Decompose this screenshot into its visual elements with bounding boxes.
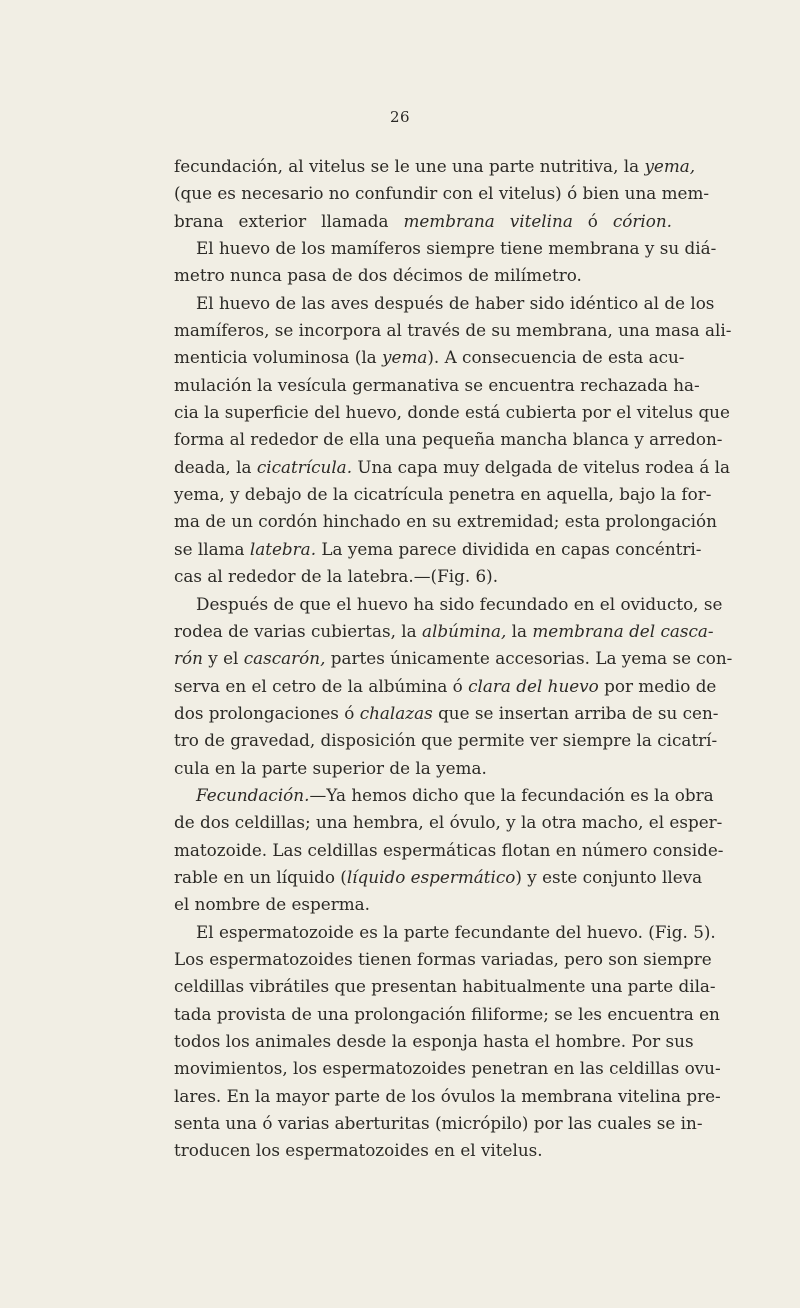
text-run: lares. En la mayor parte de los óvulos la membrana vitelina pre- bbox=[174, 1085, 721, 1106]
italic-term: membrana del casca- bbox=[532, 620, 714, 641]
text-line bbox=[174, 864, 703, 891]
text-run: celdillas vibrátiles que presentan habitualmente una parte dila- bbox=[174, 976, 716, 997]
text-line bbox=[174, 755, 672, 782]
text-line bbox=[174, 645, 733, 672]
italic-term: rón bbox=[174, 648, 203, 669]
text-run: cia la superficie del huevo, donde está cubierta por el vitelus que bbox=[174, 402, 730, 423]
text-run: se llama bbox=[174, 538, 250, 559]
text-run: deada, la bbox=[174, 456, 257, 477]
italic-term: cascarón, bbox=[243, 648, 326, 669]
italic-term: yema, bbox=[644, 156, 696, 176]
text-run: fecundación, al vitelus se le une una parte nutritiva, la bbox=[174, 156, 645, 176]
text-run: partes únicamente accesorias. La yema se con- bbox=[325, 648, 733, 669]
text-run: dos prolongaciones ó bbox=[174, 702, 360, 723]
italic-term: yema bbox=[382, 347, 428, 368]
text-run: movimientos, los espermatozoides penetran en las celdillas ovu- bbox=[174, 1058, 721, 1079]
page-number: 26 bbox=[389, 108, 411, 126]
text-run: —Ya hemos dicho que la fecundación es la obra bbox=[309, 784, 714, 805]
text-run: troducen los espermatozoides en el vitelus. bbox=[174, 1140, 543, 1161]
italic-term: córion. bbox=[612, 210, 672, 231]
text-line bbox=[174, 946, 712, 973]
text-run: Una capa muy delgada de vitelus rodea á la bbox=[352, 456, 731, 477]
text-line bbox=[174, 262, 672, 289]
text-run: cula en la parte superior de la yema. bbox=[174, 757, 487, 778]
text-run: tro de gravedad, disposición que permite ver siempre la cicatrí- bbox=[174, 730, 718, 751]
text-line bbox=[174, 454, 731, 481]
body-text bbox=[174, 153, 733, 1165]
text-run: forma al rededor de ella una pequeña mancha blanca y arredon- bbox=[174, 429, 723, 450]
text-line bbox=[174, 208, 672, 235]
text-run: El huevo de los mamíferos siempre tiene membrana y su diá- bbox=[196, 238, 717, 259]
text-line bbox=[174, 290, 715, 317]
text-line bbox=[174, 426, 723, 453]
text-run: que se insertan arriba de su cen- bbox=[432, 702, 719, 723]
italic-term: albúmina, bbox=[421, 620, 507, 641]
text-run: serva en el cetro de la albúmina ó bbox=[174, 675, 469, 696]
text-line bbox=[174, 1137, 672, 1164]
text-run: mulación la vesícula germanativa se encuentra rechazada ha- bbox=[174, 374, 700, 395]
text-run: brana exterior llamada bbox=[174, 210, 404, 231]
text-run: Después de que el huevo ha sido fecundado en el oviducto, se bbox=[196, 593, 723, 614]
italic-term: chalazas bbox=[359, 702, 433, 723]
italic-term: membrana vitelina bbox=[403, 210, 573, 231]
text-run: la bbox=[506, 620, 533, 641]
text-run: yema, y debajo de la cicatrícula penetra en aquella, bajo la for- bbox=[174, 484, 712, 505]
text-line bbox=[174, 1001, 720, 1028]
text-run: matozoide. Las celdillas espermáticas flotan en número conside- bbox=[174, 839, 724, 860]
italic-term: clara del huevo bbox=[468, 675, 599, 696]
text-line bbox=[174, 782, 714, 809]
text-run: (que es necesario no confundir con el vitelus) ó bien una mem- bbox=[174, 183, 710, 204]
text-run: por medio de bbox=[598, 675, 717, 696]
text-run: rodea de varias cubiertas, la bbox=[174, 620, 422, 641]
text-line bbox=[174, 1083, 721, 1110]
text-run: ma de un cordón hinchado en su extremidad; esta prolongación bbox=[174, 511, 717, 532]
text-run: rable en un líquido ( bbox=[174, 866, 347, 887]
text-run: ) y este conjunto lleva bbox=[515, 866, 703, 887]
italic-term: cicatrícula. bbox=[256, 456, 353, 477]
text-run: menticia voluminosa (la bbox=[174, 347, 383, 368]
text-run: El espermatozoide es la parte fecundante del huevo. (Fig. 5). bbox=[196, 921, 716, 942]
text-line bbox=[174, 344, 685, 371]
text-run: mamíferos, se incorpora al través de su membrana, una masa ali- bbox=[174, 320, 732, 341]
italic-term: Fecundación. bbox=[196, 784, 310, 805]
text-run: cas al rededor de la latebra.—(Fig. 6). bbox=[174, 566, 499, 587]
text-line bbox=[174, 1055, 721, 1082]
italic-term: líquido espermático bbox=[346, 866, 516, 887]
text-run: y el bbox=[202, 648, 244, 669]
text-run: de dos celdillas; una hembra, el óvulo, y la otra macho, el esper- bbox=[174, 812, 723, 833]
text-line bbox=[174, 317, 732, 344]
text-run: ó bbox=[572, 210, 613, 231]
text-run: La yema parece dividida en capas concéntri- bbox=[316, 538, 702, 559]
text-run: metro nunca pasa de dos décimos de milímetro. bbox=[174, 265, 582, 286]
text-run: El huevo de las aves después de haber sido idéntico al de los bbox=[196, 292, 715, 313]
text-line bbox=[174, 1028, 694, 1055]
text-run: senta una ó varias aberturitas (micrópilo) por las cuales se in- bbox=[174, 1113, 703, 1134]
text-line bbox=[174, 180, 710, 207]
text-line bbox=[174, 536, 702, 563]
text-run: Los espermatozoides tienen formas variadas, pero son siempre bbox=[174, 948, 712, 969]
text-line bbox=[174, 809, 723, 836]
text-line bbox=[174, 153, 696, 180]
text-line bbox=[174, 700, 719, 727]
text-line bbox=[174, 891, 672, 918]
text-line bbox=[174, 919, 716, 946]
text-line bbox=[174, 973, 716, 1000]
text-line bbox=[174, 618, 714, 645]
text-run: ). A consecuencia de esta acu- bbox=[427, 347, 685, 368]
text-line bbox=[174, 563, 672, 590]
text-line bbox=[174, 235, 717, 262]
text-line bbox=[174, 508, 717, 535]
text-line bbox=[174, 481, 712, 508]
text-line bbox=[174, 673, 717, 700]
text-run: el nombre de esperma. bbox=[174, 894, 370, 915]
italic-term: latebra. bbox=[249, 538, 317, 559]
text-run: tada provista de una prolongación filiforme; se les encuentra en bbox=[174, 1003, 720, 1024]
text-line bbox=[174, 1110, 703, 1137]
text-line bbox=[174, 837, 724, 864]
text-line bbox=[174, 372, 700, 399]
text-line bbox=[174, 399, 730, 426]
text-line bbox=[174, 591, 723, 618]
text-run: todos los animales desde la esponja hasta el hombre. Por sus bbox=[174, 1031, 694, 1051]
text-line bbox=[174, 727, 718, 754]
